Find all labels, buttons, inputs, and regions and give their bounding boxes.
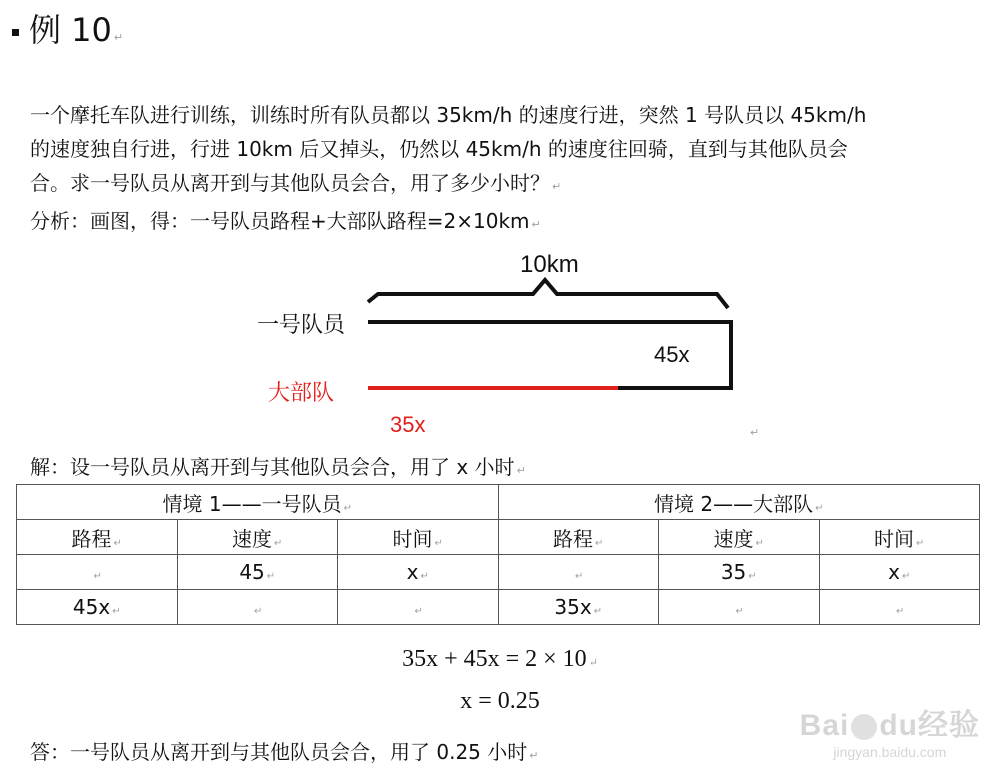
title-text: 例 10 — [29, 11, 112, 49]
solution-intro-text: 解：设一号队员从离开到与其他队员会合，用了 x 小时 — [30, 455, 515, 479]
watermark-url: jingyan.baidu.com — [833, 744, 947, 760]
distance-diagram — [0, 240, 1000, 440]
answer-line — [30, 735, 538, 773]
equation-1 — [0, 646, 1000, 673]
table-group-header: 情境 2——大部队 ↵ — [498, 485, 980, 520]
watermark-brand: Bai du经验 — [799, 709, 980, 742]
paragraph-mark-icon: ↵ — [529, 749, 539, 762]
table-cell: 45 ↵ — [177, 555, 338, 590]
table-cell: 35 ↵ — [659, 555, 820, 590]
table-row — [17, 590, 980, 625]
paw-icon — [851, 714, 877, 740]
table-column-header: 速度 ↵ — [177, 520, 338, 555]
paragraph-mark-icon: ↵ — [750, 426, 760, 439]
paragraph-mark-icon: ↵ — [552, 180, 562, 193]
problem-line-2: 的速度独自行进，行进 10km 后又掉头，仍然以 45km/h 的速度往回骑，直到与其他队员会 — [30, 137, 848, 161]
paragraph-mark-icon: ↵ — [516, 464, 526, 477]
example-title — [12, 8, 123, 60]
analysis-line — [30, 204, 980, 242]
problem-statement — [30, 98, 980, 242]
table-row — [17, 555, 980, 590]
paragraph-mark-icon: ↵ — [113, 31, 124, 44]
brace-shape — [368, 280, 728, 308]
rider-label: 一号队员 — [257, 313, 346, 338]
problem-line-3 — [30, 166, 980, 204]
situation-table — [16, 484, 980, 625]
table-group-header-row — [17, 485, 980, 520]
problem-line-3-text: 合。求一号队员从离开到与其他队员会合，用了多少小时？ — [30, 171, 550, 195]
table-column-header: 路程 ↵ — [17, 520, 178, 555]
rider-return-label: 45x — [654, 342, 690, 367]
table-column-header: 时间 ↵ — [819, 520, 980, 555]
table-cell: x ↵ — [819, 555, 980, 590]
table-cell: ↵ — [177, 590, 338, 625]
table-column-header: 路程 ↵ — [498, 520, 659, 555]
problem-line-1: 一个摩托车队进行训练，训练时所有队员都以 35km/h 的速度行进，突然 1 号队员以 45km/h — [30, 103, 867, 127]
table-cell: 45x ↵ — [17, 590, 178, 625]
table-group-header: 情境 1——一号队员 ↵ — [17, 485, 499, 520]
table-column-header: 速度 ↵ — [659, 520, 820, 555]
paragraph-mark-icon: ↵ — [588, 657, 598, 669]
solution-intro — [30, 450, 526, 488]
table-cell: ↵ — [338, 590, 499, 625]
table-cell: ↵ — [819, 590, 980, 625]
equation-1-text: 35x + 45x = 2 × 10 — [402, 646, 587, 672]
group-label: 大部队 — [268, 381, 335, 406]
group-distance-label: 35x — [390, 412, 426, 437]
analysis-text: 分析：画图，得：一号队员路程+大部队路程=2×10km — [30, 209, 530, 233]
table-cell: ↵ — [498, 555, 659, 590]
equation-2-text: x = 0.25 — [460, 688, 540, 714]
table-cell: ↵ — [17, 555, 178, 590]
baidu-watermark — [800, 700, 980, 760]
table-column-header: 时间 ↵ — [338, 520, 499, 555]
table-cell: ↵ — [659, 590, 820, 625]
answer-text: 答：一号队员从离开到与其他队员会合，用了 0.25 小时 — [30, 740, 528, 764]
table-column-header-row — [17, 520, 980, 555]
table-cell: x ↵ — [338, 555, 499, 590]
paragraph-mark-icon: ↵ — [531, 218, 541, 231]
table-cell: 35x ↵ — [498, 590, 659, 625]
bullet-icon — [12, 29, 19, 36]
brace-label: 10km — [520, 251, 579, 278]
